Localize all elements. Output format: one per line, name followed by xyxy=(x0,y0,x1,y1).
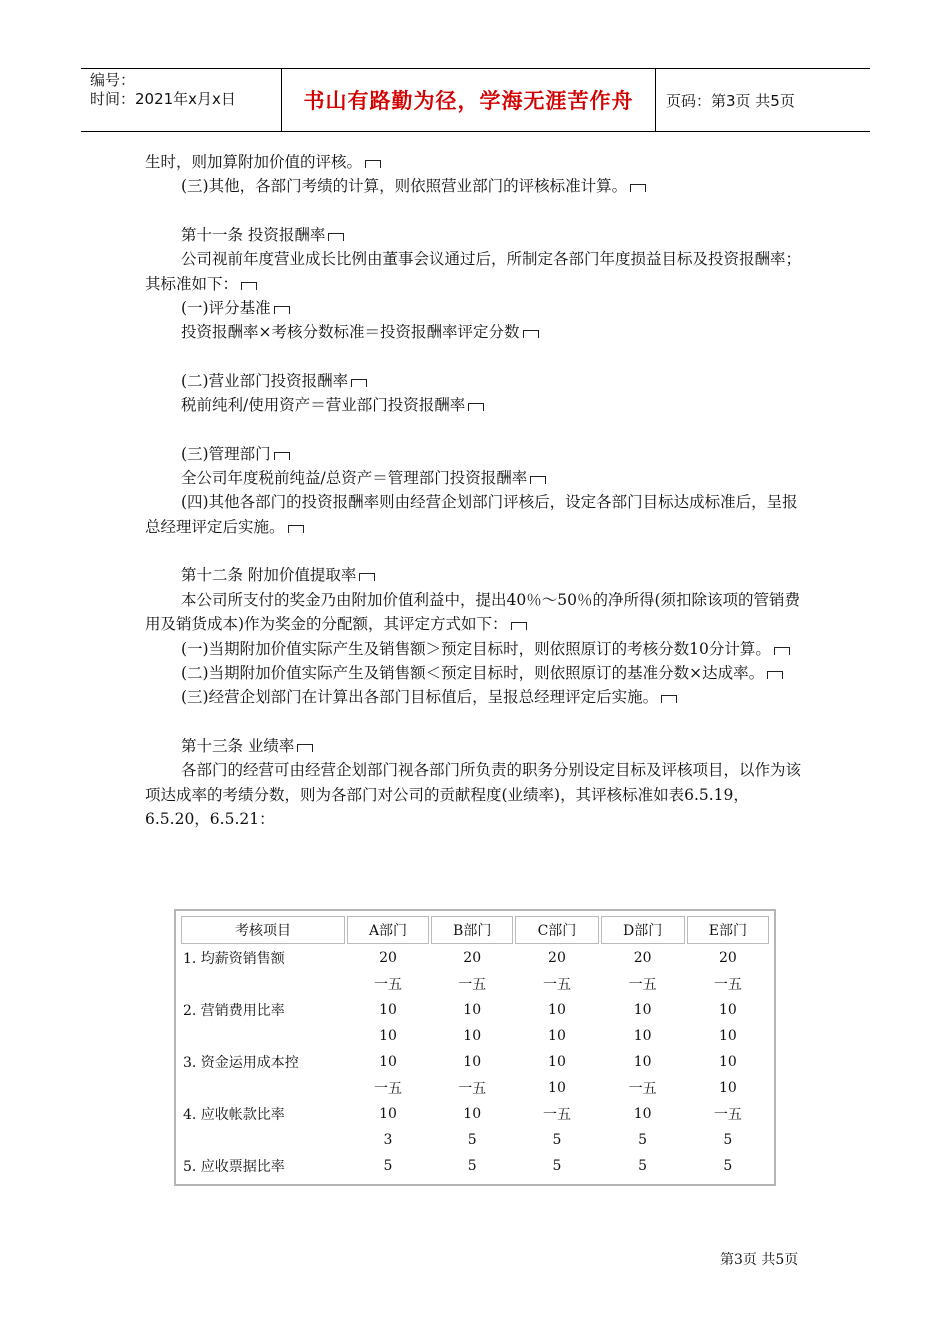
table-row-label xyxy=(181,1076,345,1100)
table-row xyxy=(181,1076,769,1100)
table-cell: 10 xyxy=(379,1002,397,1018)
table-cell: 一五 xyxy=(374,1081,402,1097)
table-cell: 10 xyxy=(463,1028,482,1044)
table-header: E部门 xyxy=(687,916,769,944)
table-cell: 5 xyxy=(638,1158,648,1174)
table-cell: 5 xyxy=(723,1158,733,1174)
paragraph: (二)营业部门投资报酬率 xyxy=(145,369,810,393)
paragraph-mark-icon xyxy=(241,282,257,290)
table-header-row xyxy=(181,916,769,944)
table-cell: 10 xyxy=(718,1002,737,1018)
paragraph: 各部门的经营可由经营企划部门视各部门所负责的职务分别设定目标及评核项目，以作为该项达成率的考绩分数，则为各部门对公司的贡献程度(业绩率)，其评核标准如表6.5.19，6.5.20，6.5.21： xyxy=(145,761,802,828)
table-cell: 10 xyxy=(633,1054,652,1070)
table-header: C部门 xyxy=(515,916,598,944)
paragraph: 本公司所支付的奖金乃由附加价值利益中，提出40％～50％的净所得(须扣除该项的管销费用及销货成本)作为奖金的分配额，其评定方式如下： xyxy=(145,590,800,634)
table-cell: 10 xyxy=(633,1002,652,1018)
table-cell: 10 xyxy=(633,1028,652,1044)
table-row-label: 4. 应收帐款比率 xyxy=(183,1107,285,1123)
time-label: 时间：2021年x月x日 xyxy=(90,90,236,108)
paragraph: (三)管理部门 xyxy=(145,442,810,466)
table-cell: 3 xyxy=(383,1132,393,1148)
table-cell: 10 xyxy=(379,1106,397,1122)
paragraph: 投资报酬率×考核分数标准＝投资报酬率评定分数 xyxy=(145,320,810,344)
paragraph-mark-icon xyxy=(328,233,344,241)
paragraph-mark-icon xyxy=(468,403,484,411)
article-heading: 第十一条 投资报酬率 xyxy=(145,223,810,247)
paragraph: 全公司年度税前纯益/总资产＝管理部门投资报酬率 xyxy=(145,466,810,490)
table-cell: 一五 xyxy=(542,1107,571,1123)
table-header: B部门 xyxy=(431,916,513,944)
table-cell: 10 xyxy=(718,1054,737,1070)
article-heading: 第十三条 业绩率 xyxy=(145,734,810,758)
table-cell: 5 xyxy=(723,1132,733,1148)
table-cell: 10 xyxy=(379,1054,397,1070)
paragraph-mark-icon xyxy=(297,744,313,752)
table-header: D部门 xyxy=(601,916,685,944)
paragraph-mark-icon xyxy=(274,306,290,314)
paragraph: (三)其他，各部门考绩的计算，则依照营业部门的评核标准计算。 xyxy=(145,174,810,198)
table-cell: 一五 xyxy=(458,1081,487,1097)
table-cell: 20 xyxy=(379,950,397,966)
table-row xyxy=(181,972,769,996)
table-cell: 一五 xyxy=(628,977,657,993)
paragraph-mark-icon xyxy=(288,525,304,533)
table-row-label xyxy=(181,1128,345,1152)
table-cell: 10 xyxy=(718,1028,737,1044)
table-row-label xyxy=(181,972,345,996)
paragraph: (四)其他各部门的投资报酬率则由经营企划部门评核后，设定各部门目标达成标准后，呈报总经理评定后实施。 xyxy=(145,493,798,536)
table-cell: 10 xyxy=(718,1080,737,1096)
table-cell: 10 xyxy=(548,1002,566,1018)
table-cell: 一五 xyxy=(713,1107,742,1123)
table-cell: 10 xyxy=(548,1080,566,1096)
paragraph-mark-icon xyxy=(767,671,783,679)
table-row xyxy=(181,998,769,1022)
paragraph-mark-icon xyxy=(661,695,677,703)
paragraph-mark-icon xyxy=(630,184,646,192)
paragraph-mark-icon xyxy=(274,452,290,460)
table-cell: 5 xyxy=(383,1158,393,1174)
paragraph-mark-icon xyxy=(359,573,375,581)
table-row xyxy=(181,1024,769,1048)
table-cell: 一五 xyxy=(542,977,571,993)
table-row-label: 3. 资金运用成本控 xyxy=(183,1055,299,1071)
table-cell: 5 xyxy=(552,1158,562,1174)
paragraph-mark-icon xyxy=(523,330,539,338)
paragraph-mark-icon xyxy=(774,647,790,655)
evaluation-table xyxy=(179,914,771,1180)
table-cell: 10 xyxy=(463,1106,482,1122)
paragraph: 税前纯利/使用资产＝营业部门投资报酬率 xyxy=(145,393,810,417)
paragraph-mark-icon xyxy=(365,160,381,168)
table-header: 考核项目 xyxy=(181,916,345,944)
table-cell: 一五 xyxy=(713,977,742,993)
table-cell: 一五 xyxy=(374,977,402,993)
paragraph: 生时，则加算附加价值的评核。 xyxy=(145,150,810,174)
table-row-label: 5. 应收票据比率 xyxy=(183,1159,285,1175)
table-cell: 10 xyxy=(463,1002,482,1018)
paragraph-mark-icon xyxy=(511,622,527,630)
table-row xyxy=(181,1128,769,1152)
table-cell: 20 xyxy=(548,950,566,966)
document-body xyxy=(145,150,810,831)
table-row xyxy=(181,1102,769,1126)
page-header xyxy=(81,68,870,132)
table-cell: 10 xyxy=(633,1106,652,1122)
paragraph: 公司视前年度营业成长比例由董事会议通过后，所制定各部门年度损益目标及投资报酬率；其标准如下： xyxy=(145,250,802,293)
table-cell: 一五 xyxy=(458,977,487,993)
number-label: 编号： xyxy=(90,71,136,89)
table-cell: 20 xyxy=(718,950,737,966)
table-row xyxy=(181,1050,769,1074)
paragraph: (三)经营企划部门在计算出各部门目标值后，呈报总经理评定后实施。 xyxy=(145,685,810,709)
table-cell: 5 xyxy=(467,1158,477,1174)
header-motto: 书山有路勤为径，学海无涯苦作舟 xyxy=(282,69,656,131)
table-cell: 20 xyxy=(633,950,652,966)
table-cell: 10 xyxy=(548,1054,566,1070)
paragraph: (一)评分基准 xyxy=(145,296,810,320)
evaluation-table-container xyxy=(174,909,776,1186)
table-cell: 一五 xyxy=(628,1081,657,1097)
table-row-label: 2. 营销费用比率 xyxy=(183,1003,285,1019)
table-cell: 20 xyxy=(463,950,482,966)
table-row xyxy=(181,946,769,970)
header-meta xyxy=(81,69,282,131)
paragraph-mark-icon xyxy=(530,476,546,484)
page-footer: 第3页 共5页 xyxy=(720,1252,799,1268)
paragraph: (二)当期附加价值实际产生及销售额＜预定目标时，则依照原订的基准分数×达成率。 xyxy=(145,661,810,685)
paragraph-mark-icon xyxy=(351,379,367,387)
table-header: A部门 xyxy=(347,916,429,944)
table-cell: 10 xyxy=(548,1028,566,1044)
table-cell: 5 xyxy=(638,1132,648,1148)
table-cell: 5 xyxy=(467,1132,477,1148)
table-cell: 10 xyxy=(463,1054,482,1070)
table-row-label: 1. 均薪资销售额 xyxy=(183,951,285,967)
paragraph: (一)当期附加价值实际产生及销售额＞预定目标时，则依照原订的考核分数10分计算。 xyxy=(145,637,810,661)
table-cell: 5 xyxy=(552,1132,562,1148)
header-page-label: 页码：第3页 共5页 xyxy=(666,91,795,110)
table-row-label xyxy=(181,1024,345,1048)
table-row xyxy=(181,1154,769,1178)
article-heading: 第十二条 附加价值提取率 xyxy=(145,563,810,587)
table-cell: 10 xyxy=(379,1028,397,1044)
